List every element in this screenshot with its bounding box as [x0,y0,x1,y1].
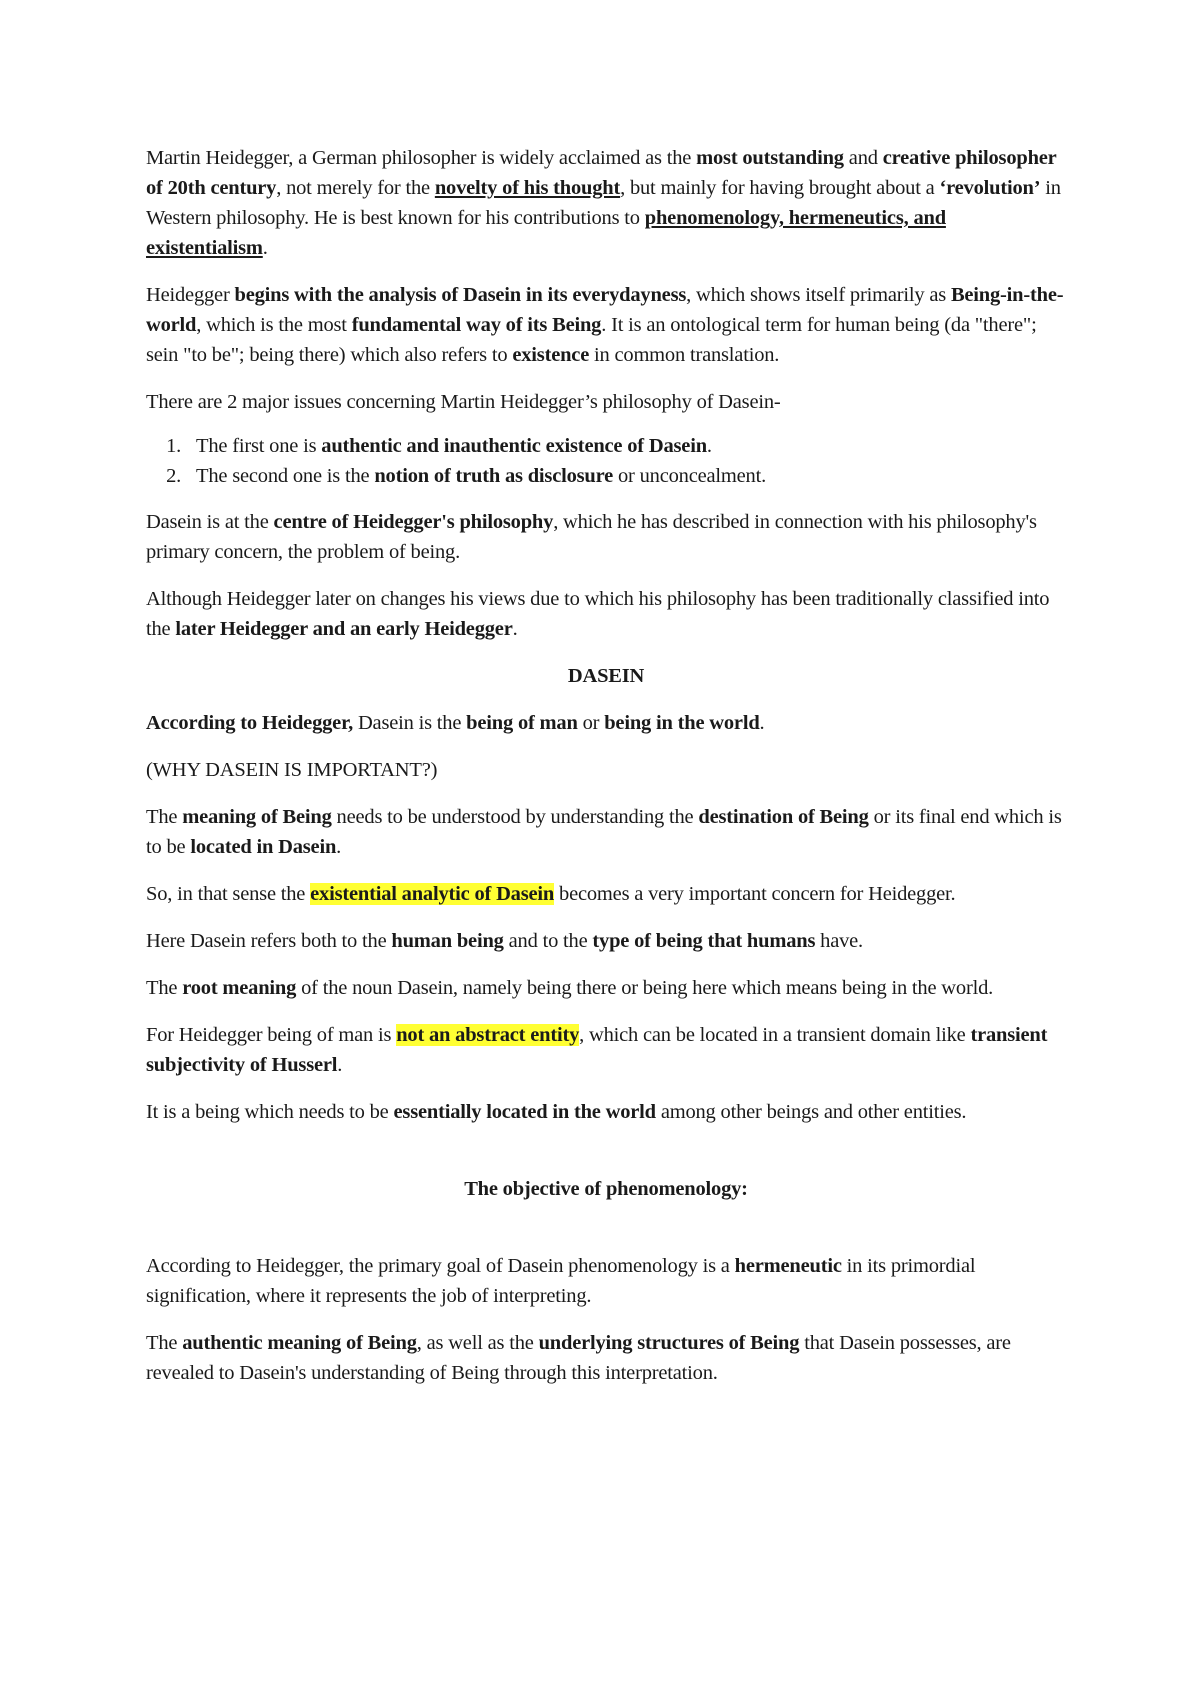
paragraph-why-important: (WHY DASEIN IS IMPORTANT?) [146,759,438,781]
heading-text: DASEIN [567,665,645,687]
text: needs to be understood by understanding the [331,806,699,828]
text: in Western philosophy. He is best known for his contributions to [146,177,1061,229]
bold-text: being in the world [604,712,760,734]
paragraph-intro [146,143,1066,263]
text: in its primordial signification, where it represents the job of interpreting. [146,1255,976,1307]
underlined-bold-text: novelty of his thought [434,177,621,199]
paragraph-primary-goal [146,1251,1066,1311]
heading-text: The objective of phenomenology: [464,1178,748,1200]
text: Dasein is at the [146,511,274,533]
text: It is a being which needs to be [146,1101,394,1123]
bold-text: essentially located in the world [393,1101,656,1123]
text: So, in that sense the [146,883,311,905]
paragraph-dasein-analysis [146,280,1066,370]
text: , which is the most [196,314,352,336]
text: The [146,977,183,999]
bold-text: existence [512,344,590,366]
bold-text: fundamental way of its Being [351,314,602,336]
text: Here Dasein refers both to the [146,930,392,952]
bold-text: authentic meaning of Being [182,1332,417,1354]
text: The [146,1332,183,1354]
bold-text: located in Dasein [190,836,337,858]
bold-text: authentic and inauthentic existence of Dasein [321,435,707,457]
text: The second one is the [196,465,375,487]
bold-text: most outstanding [696,147,844,169]
bold-text: According to Heidegger, [146,712,354,734]
text: . It is an ontological term for human being (da "there"; sein "to be"; being there) which also refers to [146,314,1037,366]
text: , as well as the [416,1332,539,1354]
text: Heidegger [146,284,235,306]
text: . [706,435,712,457]
bold-text: transient subjectivity of Husserl [146,1024,1048,1076]
text: According to Heidegger, the primary goal of Dasein phenomenology is a [146,1255,735,1277]
bold-text: creative philosopher of 20th century [146,147,1057,199]
text: , which he has described in connection with his philosophy's primary concern, the problem of being. [146,511,1037,563]
highlighted-text: existential analytic of Dasein [310,883,555,905]
paragraph-authentic-meaning [146,1328,1066,1388]
section-heading-phenomenology [146,1174,1066,1204]
text: , not merely for the [276,177,435,199]
text: . [337,1054,343,1076]
underlined-bold-text: phenomenology, hermeneutics, and existentialism [146,207,946,259]
bold-text: type of being that humans [592,930,816,952]
text: . [262,237,268,259]
text: Although Heidegger later on changes his views due to which his philosophy has been traditionally classified into the [146,588,1050,640]
text: . [336,836,342,858]
text: becomes a very important concern for Heidegger. [554,883,956,905]
paragraph-later-early [146,584,1066,644]
paragraph-located-in-world [146,1097,1066,1127]
bold-text: human being [391,930,504,952]
text: among other beings and other entities. [655,1101,967,1123]
text: . [512,618,518,640]
paragraph-being-of-man [146,708,1066,738]
text: have. [815,930,863,952]
bold-text: hermeneutic [734,1255,842,1277]
bold-text: later Heidegger and an early Heidegger [175,618,513,640]
paragraph-root-meaning [146,973,1066,1003]
bold-text: notion of truth as disclosure [374,465,614,487]
bold-text: underlying structures of Being [538,1332,800,1354]
text: . [759,712,765,734]
text: , which can be located in a transient domain like [579,1024,971,1046]
text: The first one is [196,435,322,457]
document-body [146,143,1066,1405]
highlighted-text: not an abstract entity [396,1024,580,1046]
section-heading-dasein [146,661,1066,691]
paragraph-centre [146,507,1066,567]
text: and to the [503,930,593,952]
bold-text: root meaning [182,977,297,999]
bold-text: ‘revolution’ [939,177,1041,199]
bold-text: meaning of Being [182,806,332,828]
list-item [186,461,1066,491]
text: that Dasein possesses, are revealed to Dasein's understanding of Being through this interpretation. [146,1332,1011,1384]
issues-list [146,431,1066,491]
paragraph-major-issues: There are 2 major issues concerning Martin Heidegger’s philosophy of Dasein- [146,391,781,413]
bold-text: being of man [466,712,578,734]
text: , which shows itself primarily as [686,284,951,306]
text: in common translation. [589,344,780,366]
paragraph-existential-analytic [146,879,1066,909]
paragraph-meaning-of-being [146,802,1066,862]
paragraph-human-being [146,926,1066,956]
text: The [146,806,183,828]
text: Martin Heidegger, a German philosopher is widely acclaimed as the [146,147,697,169]
text: For Heidegger being of man is [146,1024,397,1046]
bold-text: begins with the analysis of Dasein in its everydayness [234,284,687,306]
text: or [577,712,605,734]
text: , but mainly for having brought about a [620,177,940,199]
text: or its final end which is to be [146,806,1062,858]
bold-text: Being-in-the-world [146,284,1064,336]
text: or unconcealment. [613,465,766,487]
paragraph-abstract-entity [146,1020,1066,1080]
text: Dasein is the [353,712,467,734]
text: and [843,147,883,169]
list-item [186,431,1066,461]
bold-text: destination of Being [698,806,869,828]
text: of the noun Dasein, namely being there or being here which means being in the world. [296,977,994,999]
bold-text: centre of Heidegger's philosophy [273,511,554,533]
